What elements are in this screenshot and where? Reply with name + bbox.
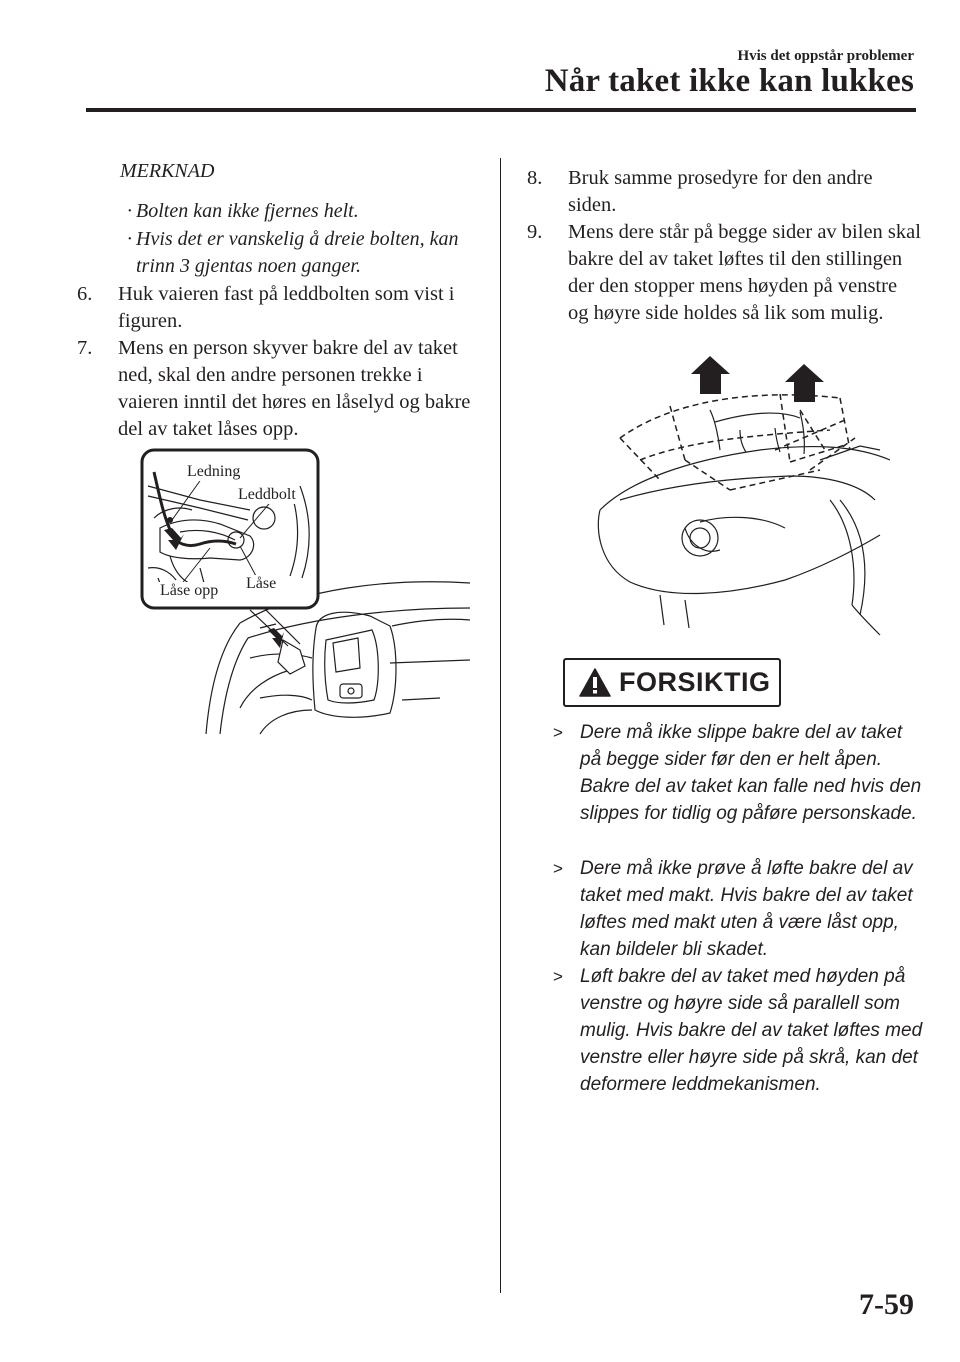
step-number: 8. [527,167,543,189]
column-divider [500,158,501,1293]
caution-text: Løft bakre del av taket med høyden på venstre og høyre side så parallell som mulig. Hvis bakre del av taket løftes med venstre eller høyre side på skrå, kan det deformere leddmekanismen. [580,966,923,1095]
step-text: Huk vaieren fast på leddbolten som vist i figuren. [118,283,455,332]
step-item [77,281,487,335]
chevron-right-icon: > [553,723,563,742]
label-lase: Låse [246,575,277,592]
step-item [77,335,487,443]
page-title: Når taket ikke kan lukkes [544,63,914,99]
label-lase-opp: Låse opp [160,582,219,599]
caution-item [553,855,928,963]
bullet-icon: · [127,228,132,250]
step-number: 9. [527,221,543,243]
chevron-right-icon: > [553,859,563,878]
step-text: Mens dere står på begge sider av bilen skal bakre del av taket løftes til den stillingen der den stopper mens høyden på venstre og høyre side holdes så lik som mulig. [568,221,921,324]
header-divider [86,108,916,112]
warning-triangle-icon [579,668,611,697]
step-item [527,219,922,327]
step-text: Bruk samme prosedyre for den andre siden. [568,167,873,216]
caution-text: Dere må ikke prøve å løfte bakre del av taket med makt. Hvis bakre del av taket løftes med makt uten å være låst opp, kan bildeler bli skadet. [580,858,913,960]
caution-item [553,963,928,1098]
note-heading: MERKNAD [120,160,215,182]
section-title: Hvis det oppstår problemer [737,48,914,64]
step-number: 6. [77,283,93,305]
note-item-text: Bolten kan ikke fjernes helt. [136,200,359,222]
chevron-right-icon: > [553,967,563,986]
label-leddbolt: Leddbolt [238,486,296,503]
car-rear-figure [590,350,890,640]
note-item-text: Hvis det er vanskelig å dreie bolten, kan trinn 3 gjentas noen ganger. [136,228,459,277]
caution-banner [563,658,781,707]
step-text: Mens en person skyver bakre del av taket ned, skal den andre personen trekke i vaieren inntil det høres en låselyd og bakre del av taket låses opp. [118,337,471,440]
bullet-icon: · [127,200,132,222]
page-number: 7-59 [859,1288,914,1321]
note-item [128,198,488,225]
note-item [128,226,488,280]
step-item [527,165,922,219]
caution-text: Dere må ikke slippe bakre del av taket på begge sider før den er helt åpen. Bakre del av taket kan falle ned hvis den slippes for tidlig og påføre personskade. [580,722,922,824]
caution-item [553,719,928,827]
label-ledning: Ledning [187,463,241,480]
caution-label: FORSIKTIG [619,667,771,697]
step-number: 7. [77,337,93,359]
